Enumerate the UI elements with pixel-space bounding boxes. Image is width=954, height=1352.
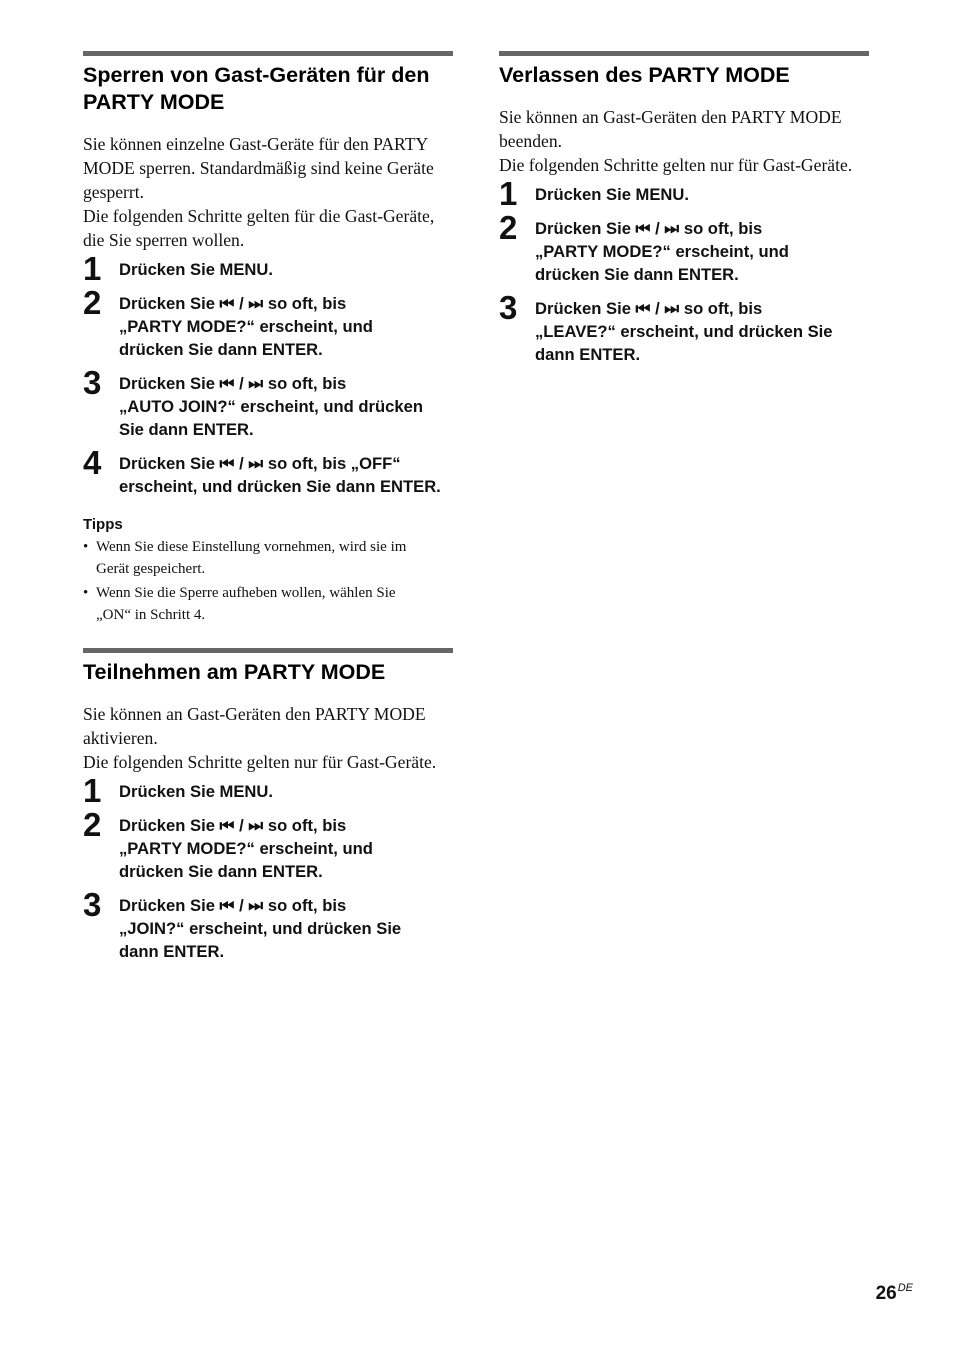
tip-item: • Wenn Sie diese Einstellung vornehmen, wird sie im Gerät gespeichert. bbox=[83, 537, 453, 580]
step-item bbox=[83, 772, 453, 809]
step-number: 1 bbox=[83, 772, 102, 809]
step-number: 3 bbox=[83, 886, 102, 923]
step-item bbox=[83, 364, 453, 441]
step-number: 1 bbox=[499, 175, 518, 212]
step-number: 2 bbox=[83, 806, 102, 843]
step-text: Drücken Sie MENU. bbox=[119, 782, 273, 801]
section-intro bbox=[83, 132, 453, 252]
step-list bbox=[499, 175, 869, 366]
step-number: 2 bbox=[499, 209, 518, 246]
page-number bbox=[876, 1282, 913, 1305]
step-text: Drücken Sie ⏮ / ⏭ so oft, bis „LEAVE?“ erscheint, und drücken Sie dann ENTER. bbox=[535, 299, 833, 364]
step-text: Drücken Sie ⏮ / ⏭ so oft, bis „AUTO JOIN?“ erscheint, und drücken Sie dann ENTER. bbox=[119, 374, 423, 439]
step-item bbox=[83, 886, 453, 963]
section-heading: Verlassen des PARTY MODE bbox=[499, 51, 869, 89]
step-text: Drücken Sie ⏮ / ⏭ so oft, bis „PARTY MODE?“ erscheint, und drücken Sie dann ENTER. bbox=[535, 219, 789, 284]
intro-paragraph: Die folgenden Schritte gelten nur für Gast-Geräte. bbox=[83, 752, 437, 772]
step-item bbox=[83, 284, 453, 361]
section-join-party bbox=[83, 648, 453, 963]
step-item bbox=[499, 209, 869, 286]
intro-paragraph: Sie können einzelne Gast-Geräte für den PARTY MODE sperren. Standardmäßig sind keine Geräte gesperrt. bbox=[83, 134, 434, 202]
step-item bbox=[83, 250, 453, 287]
page-number-value: 26 bbox=[875, 1283, 897, 1304]
intro-paragraph: Die folgenden Schritte gelten für die Gast-Geräte, die Sie sperren wollen. bbox=[83, 206, 435, 250]
section-intro bbox=[499, 105, 869, 177]
left-column bbox=[83, 51, 453, 985]
section-lock-guest bbox=[83, 51, 453, 626]
step-text: Drücken Sie ⏮ / ⏭ so oft, bis „PARTY MODE?“ erscheint, und drücken Sie dann ENTER. bbox=[119, 294, 373, 359]
step-item bbox=[499, 289, 869, 366]
page-language-code: DE bbox=[897, 1282, 913, 1294]
step-number: 1 bbox=[83, 250, 102, 287]
step-number: 3 bbox=[83, 364, 102, 401]
step-text: Drücken Sie MENU. bbox=[535, 185, 689, 204]
section-leave-party bbox=[499, 51, 869, 366]
section-heading: Teilnehmen am PARTY MODE bbox=[83, 648, 453, 686]
tips-title: Tipps bbox=[83, 516, 123, 533]
tips-list bbox=[83, 537, 453, 626]
step-item bbox=[83, 806, 453, 883]
step-text: Drücken Sie ⏮ / ⏭ so oft, bis „OFF“ erscheint, und drücken Sie dann ENTER. bbox=[119, 454, 441, 496]
intro-paragraph: Sie können an Gast-Geräten den PARTY MODE beenden. bbox=[499, 107, 842, 151]
step-item bbox=[83, 444, 453, 498]
step-list bbox=[83, 772, 453, 963]
step-text: Drücken Sie ⏮ / ⏭ so oft, bis „JOIN?“ erscheint, und drücken Sie dann ENTER. bbox=[119, 896, 402, 961]
step-number: 4 bbox=[83, 444, 102, 481]
section-intro bbox=[83, 702, 453, 774]
step-item bbox=[499, 175, 869, 212]
intro-paragraph: Sie können an Gast-Geräten den PARTY MODE aktivieren. bbox=[83, 704, 426, 748]
step-text: Drücken Sie MENU. bbox=[119, 260, 273, 279]
step-number: 2 bbox=[83, 284, 102, 321]
section-heading: Sperren von Gast-Geräten für den PARTY MODE bbox=[83, 51, 453, 116]
step-text: Drücken Sie ⏮ / ⏭ so oft, bis „PARTY MODE?“ erscheint, und drücken Sie dann ENTER. bbox=[119, 816, 373, 881]
step-number: 3 bbox=[499, 289, 518, 326]
step-list bbox=[83, 250, 453, 498]
right-column bbox=[499, 51, 869, 388]
tip-item: • Wenn Sie die Sperre aufheben wollen, wählen Sie „ON“ in Schritt 4. bbox=[83, 583, 453, 626]
intro-paragraph: Die folgenden Schritte gelten nur für Gast-Geräte. bbox=[499, 155, 853, 175]
